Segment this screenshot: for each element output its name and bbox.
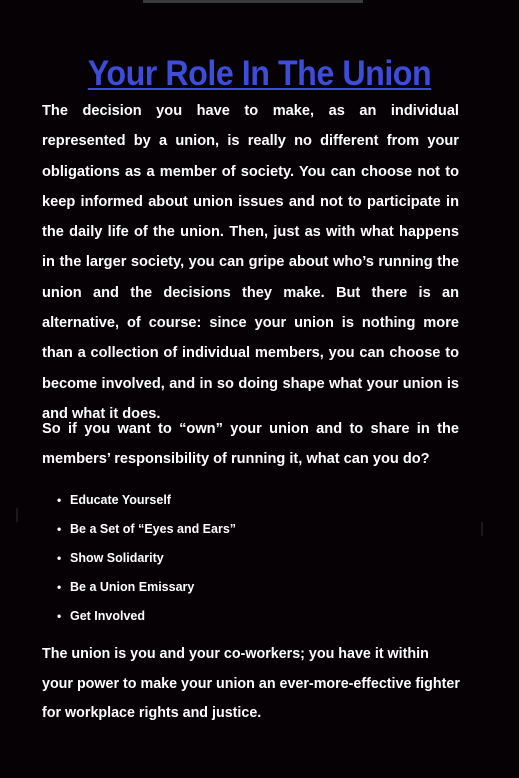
- list-item-label: Get Involved: [70, 609, 146, 623]
- action-list: [56, 486, 236, 631]
- list-item-label: Educate Yourself: [70, 493, 171, 507]
- bullet-icon: •: [57, 522, 62, 536]
- question-paragraph: So if you want to “own” your union and to share in the members’ responsibility of running it, what can you do?: [42, 421, 459, 467]
- page-title: Your Role In The Union: [87, 54, 432, 94]
- list-item: [56, 544, 236, 573]
- list-item: [56, 515, 236, 544]
- list-item-label: Be a Union Emissary: [70, 580, 195, 594]
- edge-mark-left: [16, 508, 18, 522]
- list-item: [56, 602, 236, 631]
- list-item: [56, 486, 236, 515]
- bullet-icon: •: [57, 493, 62, 507]
- edge-mark-right: [481, 522, 483, 536]
- bullet-icon: •: [57, 551, 62, 565]
- closing-paragraph: The union is you and your co-workers; you have it within your power to make your union an ever-more-effective fighter for workplace rights and justice.: [42, 646, 460, 721]
- bullet-icon: •: [57, 580, 62, 594]
- top-edge-bar: [143, 0, 363, 3]
- intro-paragraph: The decision you have to make, as an individual represented by a union, is really no different from your obligations as a member of society. You can choose not to keep informed about union issues and not to participate in the daily life of the union. Then, just as with what happens in the larger society, you can gripe about who’s running the union and the decisions they make. But there is an alternative, of course: since your union is nothing more than a collection of individual members, you can choose to become involved, and in so doing shape what your union is and what it does.: [42, 103, 459, 422]
- list-item-label: Be a Set of “Eyes and Ears”: [70, 522, 237, 536]
- list-item: [56, 573, 236, 602]
- bullet-icon: •: [57, 609, 62, 623]
- list-item-label: Show Solidarity: [70, 551, 164, 565]
